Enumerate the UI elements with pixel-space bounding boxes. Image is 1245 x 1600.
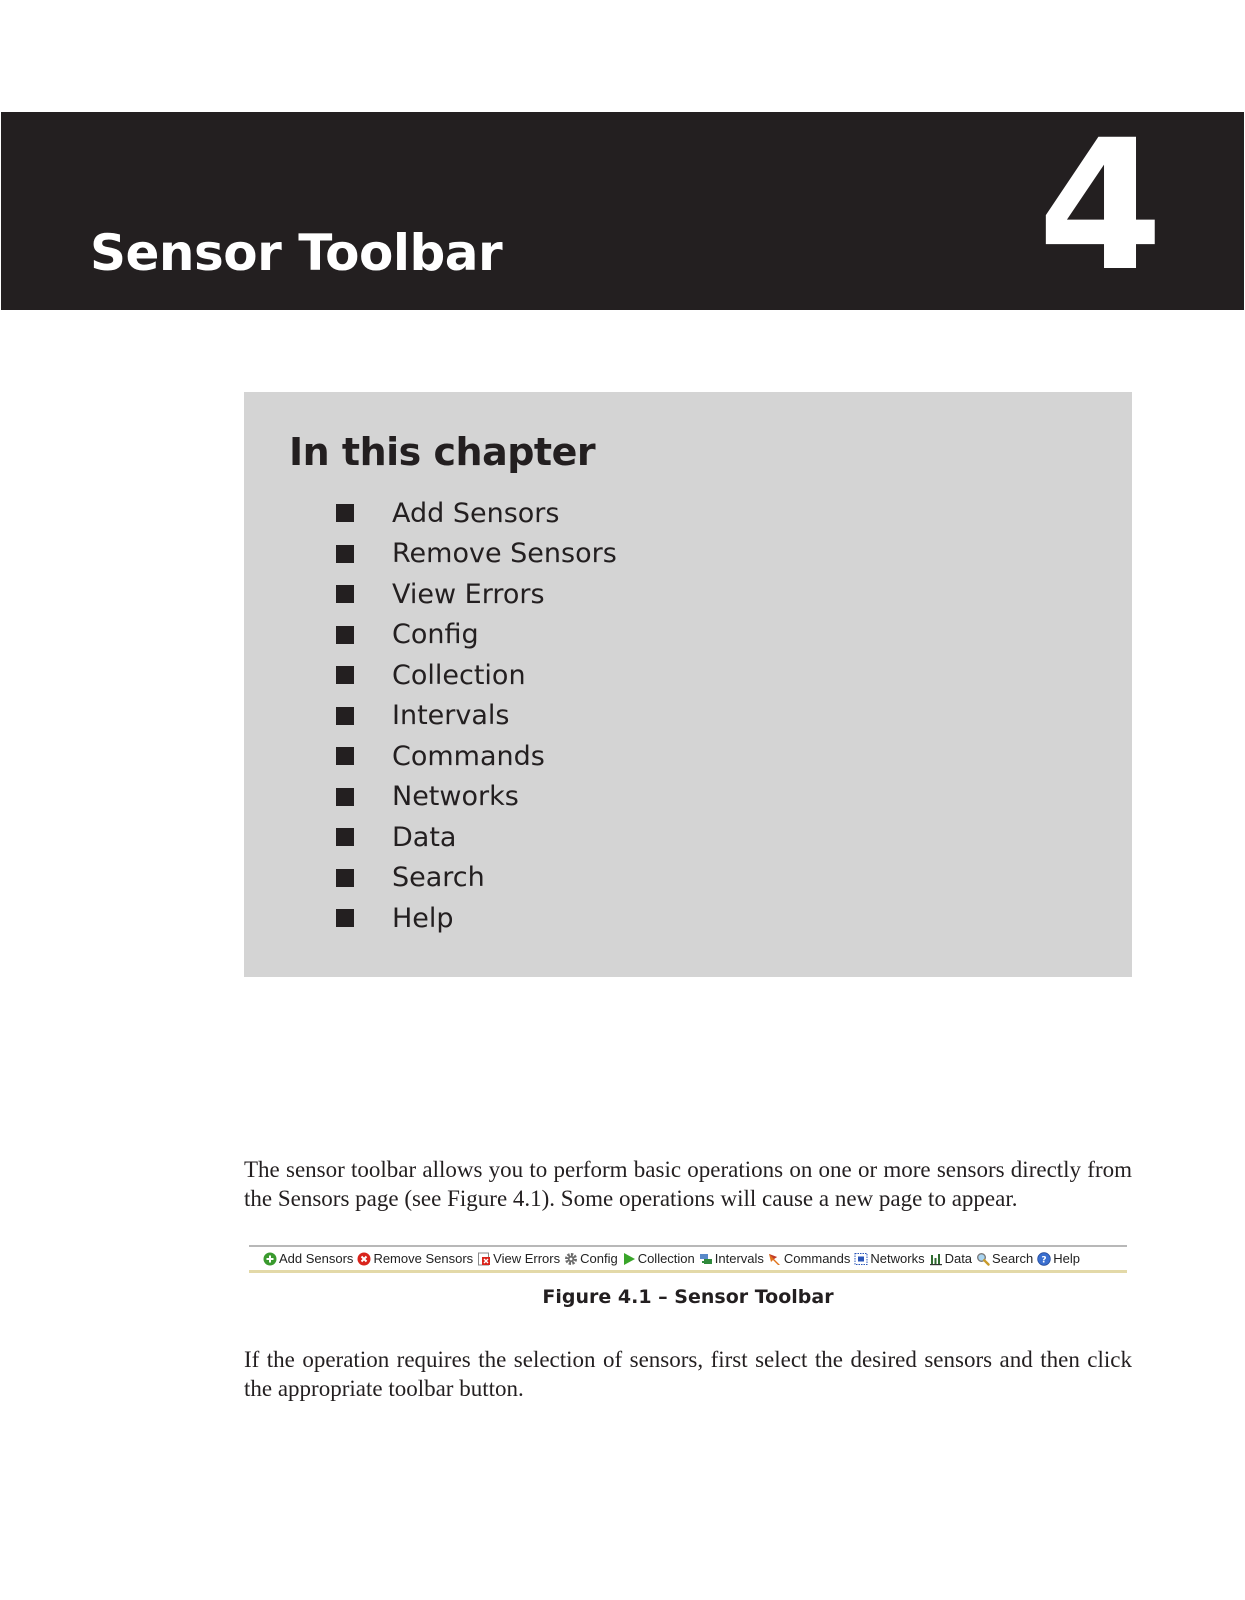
square-bullet-icon: [336, 869, 354, 887]
commands-icon: [768, 1252, 782, 1266]
topic-item-add-sensors: [336, 493, 617, 534]
collection-label: Collection: [637, 1251, 695, 1266]
topic-label: View Errors: [392, 578, 545, 610]
topic-item-search: [336, 858, 617, 899]
topic-item-config: [336, 615, 617, 656]
square-bullet-icon: [336, 788, 354, 806]
chapter-number: 4: [1037, 102, 1163, 311]
topic-item-collection: [336, 655, 617, 696]
square-bullet-icon: [336, 909, 354, 927]
data-button[interactable]: [929, 1251, 972, 1266]
topic-item-intervals: [336, 696, 617, 737]
topic-label: Help: [392, 902, 454, 934]
bar-chart-icon: [929, 1252, 943, 1266]
remove-sensors-button[interactable]: [357, 1251, 473, 1266]
topic-label: Networks: [392, 781, 519, 813]
topic-label: Remove Sensors: [392, 538, 617, 570]
networks-button[interactable]: [854, 1251, 924, 1266]
commands-button[interactable]: [768, 1251, 850, 1266]
magnifier-icon: [976, 1252, 990, 1266]
topic-label: Data: [392, 821, 457, 853]
collection-button[interactable]: [622, 1251, 695, 1266]
square-bullet-icon: [336, 747, 354, 765]
data-label: Data: [944, 1251, 973, 1266]
view-errors-label: View Errors: [493, 1251, 561, 1266]
topic-item-remove-sensors: [336, 534, 617, 575]
intro-paragraph: The sensor toolbar allows you to perform basic operations on one or more sensors directly from the Sensors page (see Figure 4.1). Some operations will cause a new page to appear.: [244, 1157, 1132, 1211]
view-errors-button[interactable]: [477, 1251, 560, 1266]
error-document-icon: [477, 1252, 491, 1266]
intervals-label: Intervals: [714, 1251, 764, 1266]
intervals-icon: [699, 1252, 713, 1266]
add-sensors-label: Add Sensors: [279, 1251, 354, 1266]
search-button[interactable]: [976, 1251, 1033, 1266]
gear-icon: [564, 1252, 578, 1266]
remove-sensors-label: Remove Sensors: [373, 1251, 474, 1266]
add-circle-icon: [263, 1252, 277, 1266]
topic-label: Config: [392, 619, 479, 651]
help-label: Help: [1053, 1251, 1080, 1266]
svg-text:?: ?: [1041, 1255, 1047, 1265]
help-icon: [1037, 1252, 1051, 1266]
topic-item-help: [336, 898, 617, 939]
topic-item-data: [336, 817, 617, 858]
config-label: Config: [580, 1251, 618, 1266]
sensor-toolbar-figure: [249, 1245, 1127, 1273]
square-bullet-icon: [336, 585, 354, 603]
topic-item-view-errors: [336, 574, 617, 615]
topic-item-networks: [336, 777, 617, 818]
topic-label: Intervals: [392, 700, 510, 732]
chapter-title: Sensor Toolbar: [90, 224, 503, 282]
add-sensors-button[interactable]: [263, 1251, 353, 1266]
square-bullet-icon: [336, 626, 354, 644]
square-bullet-icon: [336, 666, 354, 684]
config-button[interactable]: [564, 1251, 618, 1266]
commands-label: Commands: [783, 1251, 851, 1266]
network-icon: [854, 1252, 868, 1266]
topic-label: Search: [392, 862, 485, 894]
help-button[interactable]: [1037, 1251, 1080, 1266]
square-bullet-icon: [336, 545, 354, 563]
topic-label: Commands: [392, 740, 545, 772]
topic-label: Add Sensors: [392, 497, 560, 529]
topic-item-commands: [336, 736, 617, 777]
search-label: Search: [992, 1251, 1034, 1266]
square-bullet-icon: [336, 504, 354, 522]
topic-label: Collection: [392, 659, 526, 691]
selection-paragraph: If the operation requires the selection of sensors, first select the desired sensors and then click the appropriate toolbar button.: [244, 1347, 1132, 1401]
figure-caption: Figure 4.1 – Sensor Toolbar: [542, 1286, 834, 1308]
play-icon: [622, 1252, 636, 1266]
in-this-chapter-heading: In this chapter: [289, 430, 596, 474]
square-bullet-icon: [336, 828, 354, 846]
intervals-button[interactable]: [699, 1251, 764, 1266]
square-bullet-icon: [336, 707, 354, 725]
chapter-topic-list: [336, 493, 617, 939]
in-this-chapter-box: [244, 392, 1132, 977]
remove-circle-icon: [357, 1252, 371, 1266]
networks-label: Networks: [870, 1251, 925, 1266]
